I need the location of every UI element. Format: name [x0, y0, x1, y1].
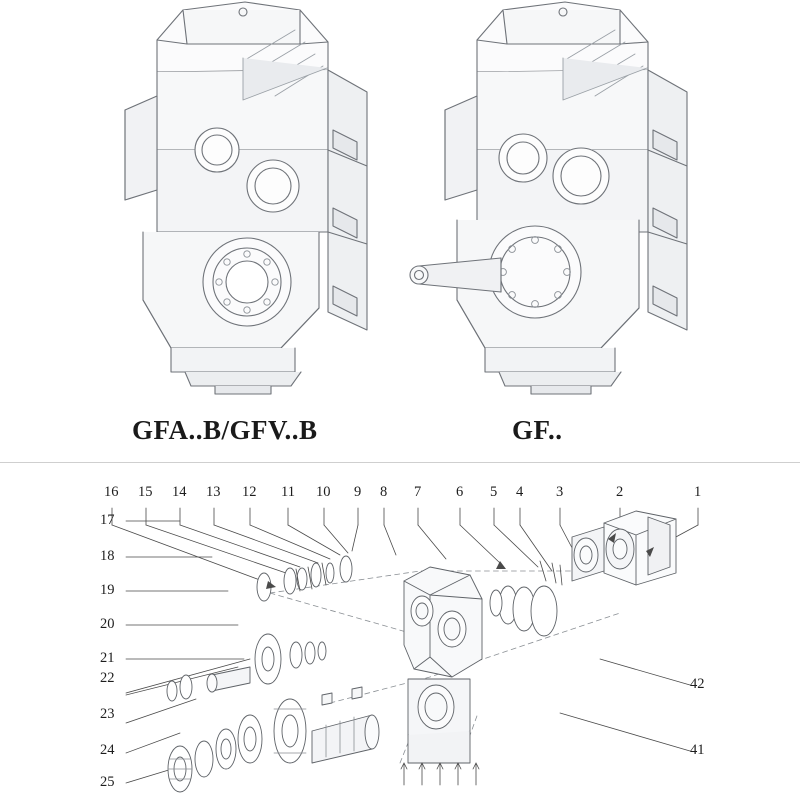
part-label-3: 3	[556, 484, 564, 500]
part-label-22: 22	[100, 670, 115, 686]
part-label-1: 1	[694, 484, 702, 500]
gearbox-assembly-gfa-b-gfv-b	[95, 0, 385, 400]
part-label-16: 16	[104, 484, 119, 500]
caption-gfa-b-gfv-b: GFA..B/GFV..B	[132, 415, 318, 445]
part-label-4: 4	[516, 484, 524, 500]
part-label-10: 10	[316, 484, 331, 500]
part-label-6: 6	[456, 484, 464, 500]
part-label-7: 7	[414, 484, 422, 500]
part-label-23: 23	[100, 706, 115, 722]
part-label-24: 24	[100, 742, 115, 758]
part-label-2: 2	[616, 484, 624, 500]
part-label-8: 8	[380, 484, 388, 500]
part-label-12: 12	[242, 484, 257, 500]
part-label-5: 5	[490, 484, 498, 500]
part-label-25: 25	[100, 774, 115, 790]
part-label-13: 13	[206, 484, 221, 500]
part-label-18: 18	[100, 548, 115, 564]
caption-gf: GF..	[512, 415, 563, 445]
part-label-41: 41	[690, 742, 705, 758]
part-label-9: 9	[354, 484, 362, 500]
part-label-11: 11	[281, 484, 295, 500]
part-label-17: 17	[100, 512, 115, 528]
gearbox-assembly-gf	[405, 0, 710, 400]
exploded-parts-diagram	[0, 463, 800, 800]
part-label-19: 19	[100, 582, 115, 598]
part-label-20: 20	[100, 616, 115, 632]
part-label-15: 15	[138, 484, 153, 500]
part-label-42: 42	[690, 676, 705, 692]
part-label-21: 21	[100, 650, 115, 666]
part-label-14: 14	[172, 484, 187, 500]
